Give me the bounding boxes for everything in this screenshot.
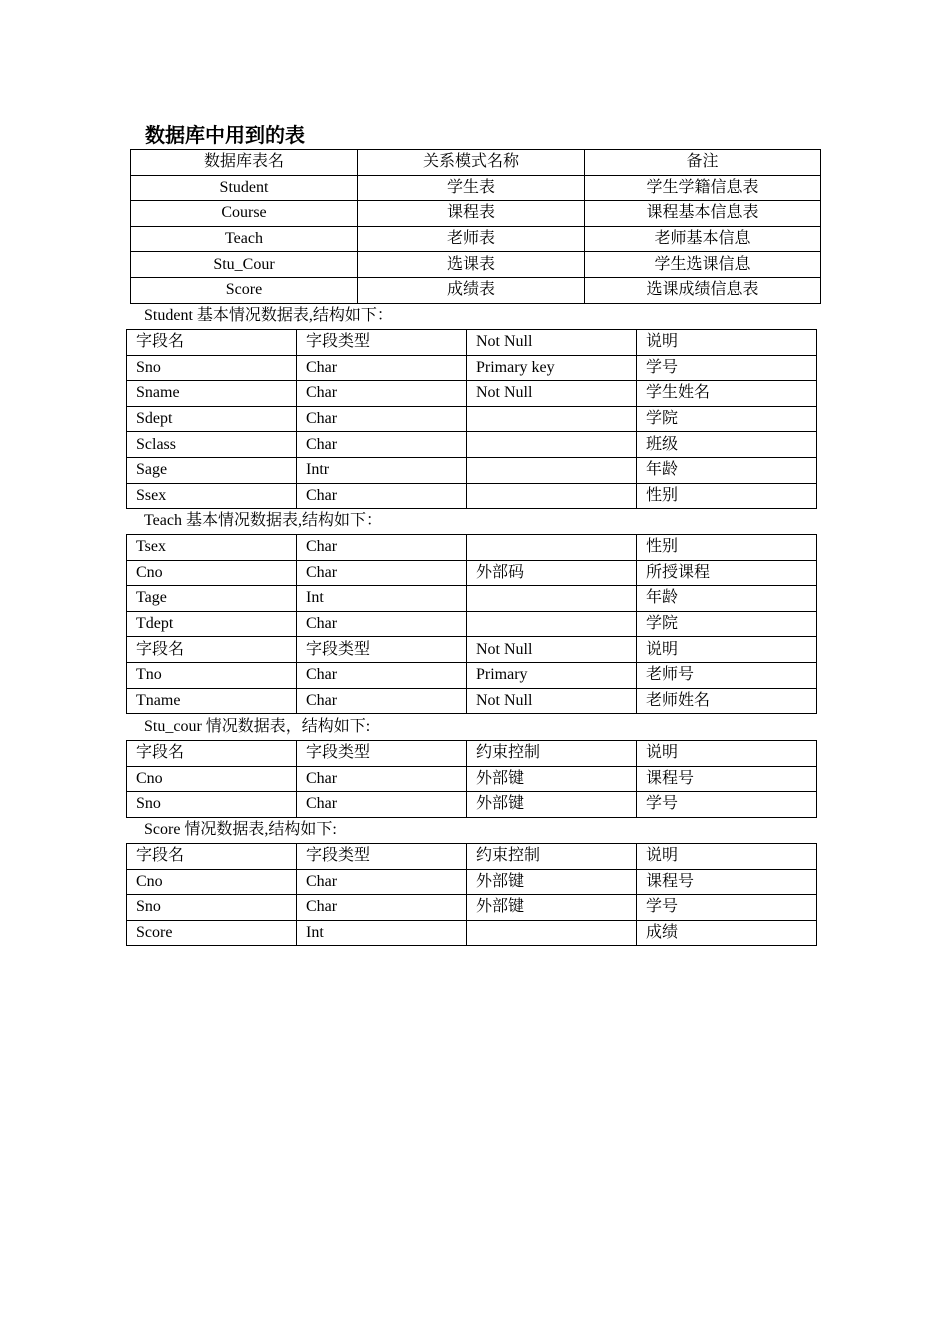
table-cell: 学生姓名 [637,381,817,407]
table-row [127,869,817,895]
table-cell: 字段类型 [297,844,467,870]
table-cell: Char [297,611,467,637]
table-cell: Char [297,381,467,407]
teach-structure-table [126,534,817,714]
table-cell: Int [297,586,467,612]
table-cell: Int [297,920,467,946]
table-row [127,688,817,714]
table-row [127,920,817,946]
table-cell: Sdept [127,406,297,432]
table-cell: Char [297,662,467,688]
table-cell: 年龄 [637,457,817,483]
table-cell: Ssex [127,483,297,509]
table-cell: Tno [127,662,297,688]
table-cell: 字段名 [127,330,297,356]
table-cell: Student [131,175,358,201]
table-cell: 课程号 [637,869,817,895]
table-cell: 说明 [637,741,817,767]
stu-cour-caption: Stu_cour 情况数据表，结构如下: [144,718,371,735]
table-row [127,355,817,381]
table-cell: 学号 [637,792,817,818]
table-cell: 外部键 [467,792,637,818]
table-cell: 关系模式名称 [358,150,585,176]
table-cell: Intr [297,457,467,483]
table-cell: Char [297,355,467,381]
tables-overview [130,149,821,304]
table-cell: Sname [127,381,297,407]
table-row [127,560,817,586]
table-row [127,432,817,458]
table-cell: 字段名 [127,637,297,663]
table-cell: Not Null [467,330,637,356]
table-row [127,457,817,483]
table-cell: 成绩 [637,920,817,946]
table-cell: 数据库表名 [131,150,358,176]
table-cell: Char [297,766,467,792]
table-cell: Stu_Cour [131,252,358,278]
table-row [127,741,817,767]
table-cell: 说明 [637,637,817,663]
table-cell: 班级 [637,432,817,458]
table-cell [467,611,637,637]
table-cell: 学生选课信息 [585,252,821,278]
table-cell: Sno [127,792,297,818]
table-row [131,175,821,201]
table-cell: 课程表 [358,201,585,227]
table-cell: Char [297,869,467,895]
table-cell: 选课表 [358,252,585,278]
table-cell: Char [297,688,467,714]
table-cell: Cno [127,766,297,792]
table-row [131,150,821,176]
table-cell: Tsex [127,535,297,561]
table-cell: 所授课程 [637,560,817,586]
table-cell: Sclass [127,432,297,458]
table-cell: Not Null [467,637,637,663]
table-cell: 字段类型 [297,637,467,663]
table-cell: 选课成绩信息表 [585,277,821,303]
table-cell [467,535,637,561]
table-cell [467,457,637,483]
table-cell: Tname [127,688,297,714]
table-row [127,662,817,688]
table-cell: 说明 [637,330,817,356]
table-cell: Char [297,895,467,921]
table-cell [467,432,637,458]
table-cell: 外部码 [467,560,637,586]
student-caption: Student 基本情况数据表,结构如下： [144,307,393,324]
table-cell: 成绩表 [358,277,585,303]
table-cell: 备注 [585,150,821,176]
table-cell: 学号 [637,895,817,921]
score-caption: Score 情况数据表,结构如下: [144,821,337,838]
table-cell: 性别 [637,535,817,561]
table-cell: 说明 [637,844,817,870]
table-cell: 学号 [637,355,817,381]
table-row [127,611,817,637]
table-cell: Char [297,406,467,432]
table-cell: 课程基本信息表 [585,201,821,227]
table-cell: 约束控制 [467,844,637,870]
table-cell: Tdept [127,611,297,637]
teach-caption: Teach 基本情况数据表,结构如下： [144,512,382,529]
table-row [127,844,817,870]
table-cell: 字段名 [127,844,297,870]
table-cell: Score [127,920,297,946]
table-cell: 课程号 [637,766,817,792]
table-cell: Score [131,277,358,303]
table-row [127,586,817,612]
table-cell: Primary [467,662,637,688]
table-cell: 外部键 [467,766,637,792]
table-cell: Char [297,432,467,458]
table-cell: Cno [127,560,297,586]
table-cell: 性别 [637,483,817,509]
table-cell: Primary key [467,355,637,381]
table-cell: 老师姓名 [637,688,817,714]
table-cell [467,406,637,432]
table-row [127,330,817,356]
table-row [127,381,817,407]
table-cell: Tage [127,586,297,612]
table-cell: Char [297,535,467,561]
table-cell: 学院 [637,611,817,637]
table-cell: 老师基本信息 [585,226,821,252]
table-cell: Cno [127,869,297,895]
table-row [127,637,817,663]
table-cell: 学院 [637,406,817,432]
table-row [127,535,817,561]
table-cell: Char [297,483,467,509]
table-cell [467,920,637,946]
table-row [131,201,821,227]
table-cell: Sage [127,457,297,483]
table-cell: Not Null [467,688,637,714]
table-cell: Not Null [467,381,637,407]
table-cell: 字段类型 [297,330,467,356]
table-cell: 字段类型 [297,741,467,767]
score-structure-table [126,843,817,946]
table-row [127,406,817,432]
stu-cour-structure-table [126,740,817,818]
table-cell: 外部键 [467,869,637,895]
table-cell: 约束控制 [467,741,637,767]
table-cell [467,483,637,509]
table-cell: 老师号 [637,662,817,688]
table-cell: Course [131,201,358,227]
table-row [127,895,817,921]
table-cell: 学生表 [358,175,585,201]
table-cell [467,586,637,612]
table-row [127,792,817,818]
table-cell: Teach [131,226,358,252]
table-row [127,483,817,509]
table-cell: Sno [127,355,297,381]
table-cell: 老师表 [358,226,585,252]
table-row [131,252,821,278]
table-cell: 字段名 [127,741,297,767]
table-cell: Char [297,560,467,586]
table-cell: 年龄 [637,586,817,612]
table-cell: 学生学籍信息表 [585,175,821,201]
table-row [131,277,821,303]
table-row [131,226,821,252]
table-row [127,766,817,792]
table-cell: Char [297,792,467,818]
page-title: 数据库中用到的表 [145,123,305,147]
student-structure-table [126,329,817,509]
table-cell: Sno [127,895,297,921]
table-cell: 外部键 [467,895,637,921]
